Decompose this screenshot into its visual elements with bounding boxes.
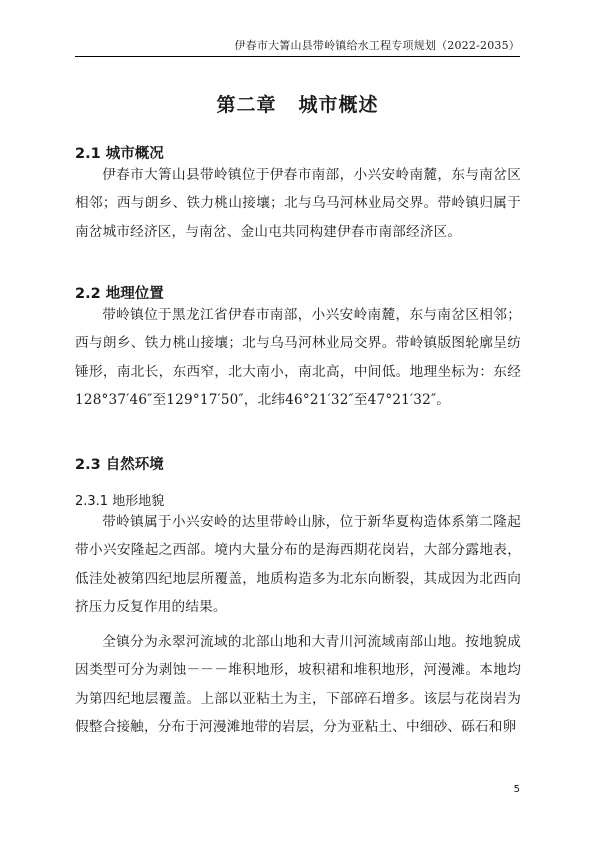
section-heading-2-3: 2.3 自然环境: [75, 457, 164, 473]
paragraph-geographic-location: 带岭镇位于黑龙江省伊春市南部，小兴安岭南麓，东与南岔区相邻；西与朗乡、铁力桃山接壤；北与乌马河林业局交界。带岭镇版图轮廓呈纺锤形，南北长，东西窄，北大南小，南北高，中间低。地理坐标为：东经128°37′46″至129°17′50″，北纬46°21′32″至47°21′32″。: [75, 307, 521, 408]
header-text: 伊春市大箐山县带岭镇给水工程专项规划（2022-2035）: [234, 39, 520, 52]
page-header: [75, 38, 520, 57]
paragraph-city-overview: 伊春市大箐山县带岭镇位于伊春市南部，小兴安岭南麓，东与南岔区相邻；西与朗乡、铁力桃山接壤；北与乌马河林业局交界。带岭镇归属于南岔城市经济区，与南岔、金山屯共同构建伊春市南部经济区。: [75, 167, 521, 240]
chapter-number: 第二章: [216, 94, 277, 116]
paragraph-terrain-2: 全镇分为永翠河流域的北部山地和大青川河流域南部山地。按地貌成因类型可分为剥蚀－－－堆积地形，坡积裙和堆积地形，河漫滩。本地均为第四纪地层覆盖。上部以亚粘土为主，下部碎石增多。该层与花岗岩为假整合接触，分布于河漫滩地带的岩层，分为亚粘土、中细砂、砾石和卵: [75, 634, 521, 735]
subsection-heading-2-3-1: 2.3.1 地形地貌: [75, 494, 165, 509]
page-number: 5: [513, 784, 520, 795]
paragraph-terrain-1: 带岭镇属于小兴安岭的达里带岭山脉，位于新华夏构造体系第二隆起带小兴安隆起之西部。境内大量分布的是海西期花岗岩，大部分露地表，低洼处被第四纪地层所覆盖，地质构造多为北东向断裂，其成因为北西向挤压力反复作用的结果。: [75, 514, 521, 615]
chapter-title: [0, 90, 595, 117]
section-heading-2-1: 2.1 城市概况: [75, 146, 164, 162]
section-heading-2-2: 2.2 地理位置: [75, 286, 164, 302]
chapter-name: 城市概述: [298, 94, 379, 116]
